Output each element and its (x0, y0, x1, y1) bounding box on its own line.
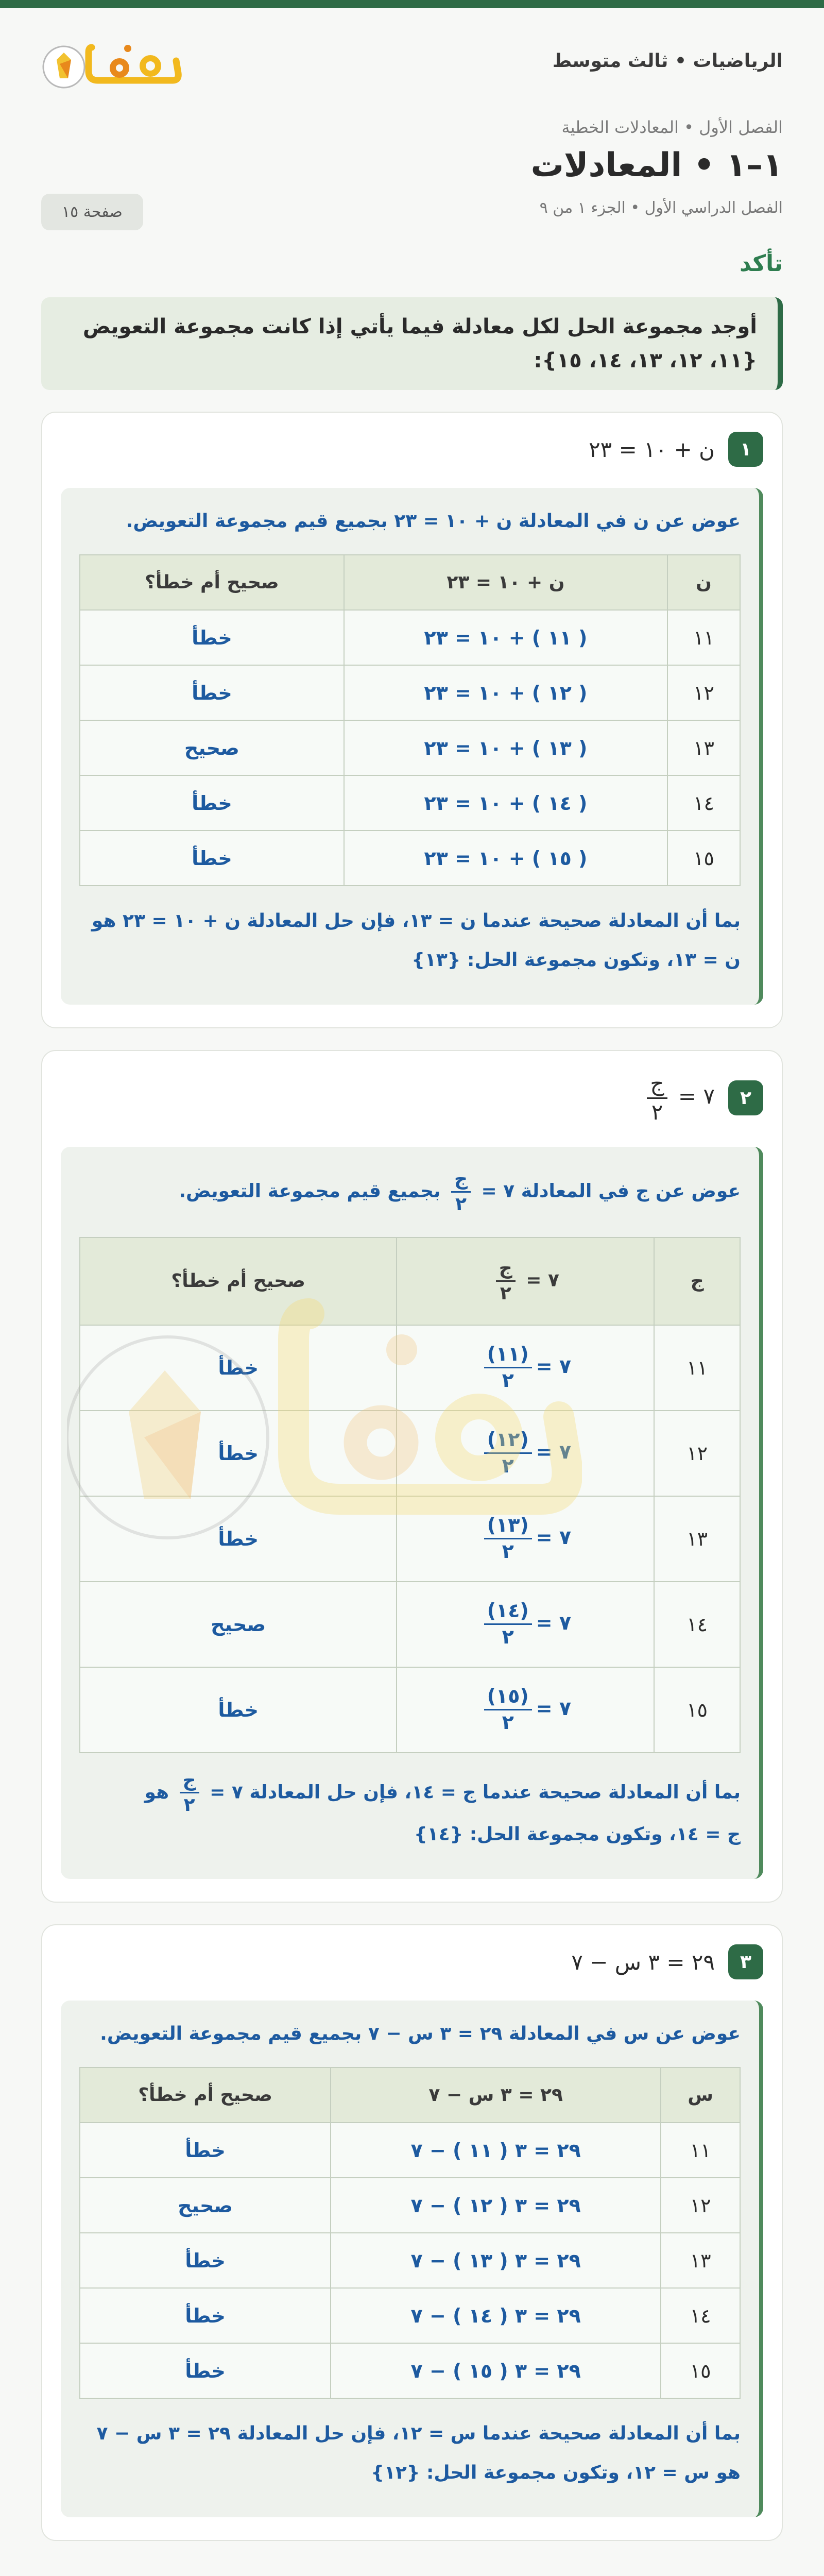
breadcrumb: الفصل الأول • المعادلات الخطية (561, 117, 783, 137)
table-header-row (80, 1238, 740, 1325)
substitution-cell: ٧ = $\frac{(١٣)}{٢}$ (397, 1496, 654, 1582)
fraction-denominator: ٢ (651, 1099, 663, 1125)
table-row (80, 1582, 740, 1667)
result-cell: خطأ (80, 831, 344, 886)
fraction: $\frac{(١٣)}{٢}$ (484, 1515, 532, 1562)
substitution-cell: ( ١٤ ) + ١٠ = ٢٣ (344, 775, 667, 831)
value-cell: ١١ (667, 610, 740, 665)
table-row (80, 2288, 740, 2343)
result-cell: صحيح (80, 1582, 397, 1667)
column-header: ن (667, 555, 740, 610)
page-number-badge: صفحة ١٥ (41, 194, 143, 230)
question-equation (643, 1072, 715, 1123)
column-header: ٢٩ = ٣ س − ٧ (331, 2067, 661, 2123)
substitution-cell: ٢٩ = ٣ ( ١٢ ) − ٧ (331, 2178, 661, 2233)
column-header (397, 1238, 654, 1325)
subject-label: الرياضيات • ثالث متوسط (552, 50, 783, 72)
question-equation: ٢٩ = ٣ س − ٧ (571, 1949, 715, 1975)
value-cell: ١٢ (654, 1411, 740, 1496)
substitution-cell: ٢٩ = ٣ ( ١٥ ) − ٧ (331, 2343, 661, 2398)
value-cell: ١٥ (654, 1667, 740, 1753)
question-number: ١ (728, 432, 763, 467)
substitution-cell: ( ١٥ ) + ١٠ = ٢٣ (344, 831, 667, 886)
intro-text: بجميع قيم مجموعة التعويض. (179, 1180, 441, 1202)
table-row (80, 665, 740, 720)
header-lhs: ٧ = (526, 1269, 559, 1291)
lesson-meta: الفصل الدراسي الأول • الجزء ١ من ٩ (539, 199, 783, 217)
substitution-cell: ٧ = $\frac{(١١)}{٢}$ (397, 1325, 654, 1411)
value-cell: ١٤ (667, 775, 740, 831)
solution-conclusion (79, 2414, 741, 2493)
solution-intro: عوض عن س في المعادلة ٢٩ = ٣ س − ٧ بجميع قيم مجموعة التعويض. (100, 2023, 741, 2045)
table-row (80, 1325, 740, 1411)
column-header: صحيح أم خطأ؟ (80, 1238, 397, 1325)
value-cell: ١٤ (661, 2288, 740, 2343)
table-row (80, 720, 740, 775)
substitution-table (79, 1237, 741, 1753)
solution-box (61, 2001, 763, 2517)
meta-row (41, 194, 783, 240)
column-header: س (661, 2067, 740, 2123)
table-row (80, 775, 740, 831)
substitution-cell: ٧ = $\frac{(١٤)}{٢}$ (397, 1582, 654, 1667)
conclusion-line: بما أن المعادلة صحيحة عندما ج = ١٤، فإن حل المعادلة ٧ = $\frac{\text{ج}}{٢}$ هو (144, 1769, 741, 1816)
substitution-cell: ( ١١ ) + ١٠ = ٢٣ (344, 610, 667, 665)
equation-lhs: ٧ = (678, 1083, 715, 1109)
substitution-table (79, 2067, 741, 2399)
fraction-numerator: ج (496, 1259, 516, 1282)
conclusion-line: بما أن المعادلة صحيحة عندما س = ١٢، فإن حل المعادلة ٢٩ = ٣ س − ٧ (96, 2423, 741, 2445)
question-number: ٢ (728, 1080, 763, 1115)
hulul-logo[interactable] (41, 37, 185, 94)
value-cell: ١١ (654, 1325, 740, 1411)
question-number: ٣ (728, 1944, 763, 1979)
substitution-cell: ٧ = $\frac{(١٢)}{٢}$ (397, 1411, 654, 1496)
result-cell: خطأ (80, 775, 344, 831)
result-cell: خطأ (80, 2343, 331, 2398)
value-cell: ١٣ (661, 2233, 740, 2288)
fraction (496, 1259, 516, 1303)
result-cell: خطأ (80, 1411, 397, 1496)
section-title: تأكد (739, 250, 783, 277)
value-cell: ١٤ (654, 1582, 740, 1667)
result-cell: خطأ (80, 2123, 331, 2178)
value-cell: ١٥ (661, 2343, 740, 2398)
value-cell: ١١ (661, 2123, 740, 2178)
value-cell: ١٢ (667, 665, 740, 720)
table-row (80, 2233, 740, 2288)
substitution-cell: ( ١٢ ) + ١٠ = ٢٣ (344, 665, 667, 720)
value-cell: ١٢ (661, 2178, 740, 2233)
result-cell: خطأ (80, 2233, 331, 2288)
substitution-cell: ٢٩ = ٣ ( ١٤ ) − ٧ (331, 2288, 661, 2343)
table-row (80, 1496, 740, 1582)
result-cell: خطأ (80, 665, 344, 720)
page-title: ١–١ • المعادلات (530, 146, 783, 184)
table-row (80, 831, 740, 886)
page-content (41, 8, 783, 2541)
fraction: $\frac{(١١)}{٢}$ (484, 1344, 532, 1391)
fraction (647, 1072, 667, 1123)
solution-conclusion (79, 902, 741, 980)
result-cell: خطأ (80, 1325, 397, 1411)
solution-box (61, 488, 763, 1005)
column-header: ن + ١٠ = ٢٣ (344, 555, 667, 610)
result-cell: خطأ (80, 2288, 331, 2343)
question-equation: ن + ١٠ = ٢٣ (589, 436, 715, 462)
result-cell: صحيح (80, 720, 344, 775)
fraction: $\frac{(١٥)}{٢}$ (484, 1686, 532, 1733)
column-header: صحيح أم خطأ؟ (80, 2067, 331, 2123)
table-header-row (80, 2067, 740, 2123)
conclusion-line: بما أن المعادلة صحيحة عندما ن = ١٣، فإن حل المعادلة ن + ١٠ = ٢٣ هو (91, 910, 741, 931)
fraction (451, 1170, 471, 1214)
fraction: $\frac{\text{ج}}{٢}$ (180, 1771, 199, 1816)
intro-text: عوض عن ج في المعادلة ٧ = (481, 1180, 741, 1202)
substitution-cell: ٢٩ = ٣ ( ١٣ ) − ٧ (331, 2233, 661, 2288)
fraction-numerator: ج (647, 1072, 667, 1098)
question-card-1 (41, 412, 783, 1028)
table-row (80, 1667, 740, 1753)
question-header (61, 1944, 763, 1980)
table-row (80, 2178, 740, 2233)
question-header (61, 1070, 763, 1126)
top-accent-bar (0, 0, 824, 8)
value-cell: ١٣ (667, 720, 740, 775)
question-card-2 (41, 1050, 783, 1903)
column-header: ج (654, 1238, 740, 1325)
fraction-denominator: ٢ (500, 1283, 511, 1304)
table-row (80, 610, 740, 665)
question-card-3 (41, 1924, 783, 2541)
solution-box (61, 1147, 763, 1879)
substitution-table (79, 554, 741, 886)
solution-intro: عوض عن ن في المعادلة ن + ١٠ = ٢٣ بجميع قيم مجموعة التعويض. (126, 511, 741, 532)
table-row (80, 1411, 740, 1496)
substitution-cell: ٢٩ = ٣ ( ١١ ) − ٧ (331, 2123, 661, 2178)
solution-conclusion (79, 1771, 741, 1855)
instruction-box: أوجد مجموعة الحل لكل معادلة فيما يأتي إذا كانت مجموعة التعويض {١١، ١٢، ١٣، ١٤، ١٥}: (41, 297, 783, 390)
result-cell: صحيح (80, 2178, 331, 2233)
column-header: صحيح أم خطأ؟ (80, 555, 344, 610)
substitution-cell: ( ١٣ ) + ١٠ = ٢٣ (344, 720, 667, 775)
fraction: $\frac{(١٤)}{٢}$ (484, 1601, 532, 1648)
table-row (80, 2123, 740, 2178)
question-header (61, 431, 763, 467)
substitution-cell: ٧ = $\frac{(١٥)}{٢}$ (397, 1667, 654, 1753)
result-cell: خطأ (80, 610, 344, 665)
fraction-denominator: ٢ (455, 1193, 467, 1215)
result-cell: خطأ (80, 1496, 397, 1582)
value-cell: ١٥ (667, 831, 740, 886)
conclusion-line: ج = ١٤، وتكون مجموعة الحل: {١٤} (414, 1824, 741, 1845)
table-header-row (80, 555, 740, 610)
conclusion-line: ن = ١٣، وتكون مجموعة الحل: {١٣} (411, 950, 741, 971)
conclusion-line: هو س = ١٢، وتكون مجموعة الحل: {١٢} (371, 2462, 741, 2484)
solution-intro (79, 1170, 741, 1214)
fraction-numerator: ج (451, 1170, 471, 1193)
page-header (41, 8, 783, 106)
value-cell: ١٣ (654, 1496, 740, 1582)
result-cell: خطأ (80, 1667, 397, 1753)
fraction: $\frac{(١٢)}{٢}$ (484, 1430, 532, 1477)
table-row (80, 2343, 740, 2398)
